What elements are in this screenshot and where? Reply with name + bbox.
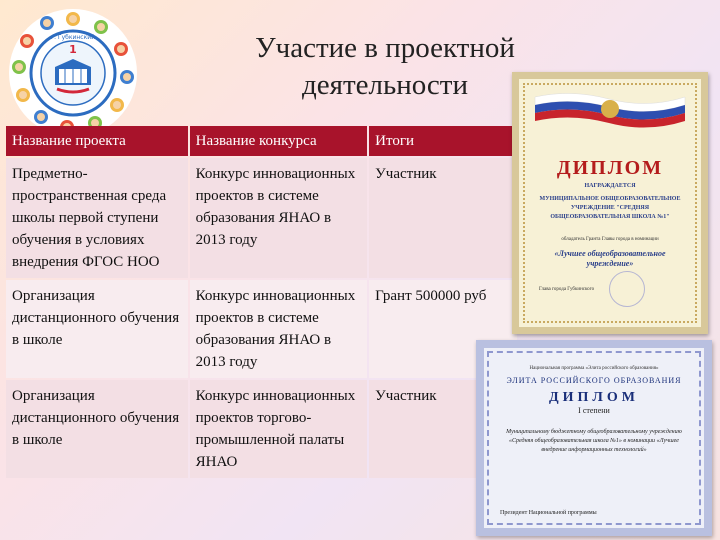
- table-header-row: [6, 126, 517, 156]
- header-result: Итоги: [369, 126, 517, 156]
- slide-title-line2: деятельности: [301, 69, 468, 101]
- cell-contest: Конкурс инновационных проектов в системе образования ЯНАО в 2013 году: [190, 158, 368, 278]
- slide-title-line1: Участие в проектной: [255, 32, 515, 64]
- diploma-elite-image: [476, 340, 712, 536]
- diploma2-top-line: Национальная программа «Элита российского образования»: [529, 366, 659, 371]
- table-row: [6, 158, 517, 278]
- diploma1-organization: МУНИЦИПАЛЬНОЕ ОБЩЕОБРАЗОВАТЕЛЬНОЕ УЧРЕЖДЕНИЕ "СРЕДНЯЯ ОБЩЕОБРАЗОВАТЕЛЬНАЯ ШКОЛА №1": [539, 196, 681, 220]
- projects-table: [4, 124, 519, 480]
- cell-contest: Конкурс инновационных проектов в системе образования ЯНАО в 2013 году: [190, 280, 368, 378]
- diploma1-nomination: «Лучшее общеобразовательное учреждение»: [554, 249, 666, 268]
- diploma2-footer: Президент Национальной программы: [500, 510, 597, 516]
- cell-project: Организация дистанционного обучения в школе: [6, 280, 188, 378]
- table-row: [6, 380, 517, 478]
- diploma1-signature: Глава города Губкинского: [539, 287, 595, 292]
- diploma1-awarded: НАГРАЖДАЕТСЯ: [584, 183, 636, 189]
- diploma2-elite: ЭЛИТА РОССИЙСКОГО ОБРАЗОВАНИЯ: [506, 376, 682, 385]
- header-project: Название проекта: [6, 126, 188, 156]
- cell-contest: Конкурс инновационных проектов торгово-промышленной палаты ЯНАО: [190, 380, 368, 478]
- cell-result: Грант 500000 руб: [369, 280, 517, 378]
- diploma-grant-image: [512, 72, 708, 334]
- header-contest: Название конкурса: [190, 126, 368, 156]
- diploma1-grant-line: обладатель Гранта Главы города в номинации: [561, 237, 659, 242]
- cell-project: Организация дистанционного обучения в школе: [6, 380, 188, 478]
- diploma2-body: Муниципальному бюджетному общеобразовательному учреждению «Средняя общеобразовательная школа №1» в номинации «Лучшее внедрение информационных технологий»: [506, 429, 682, 453]
- school-logo: [9, 9, 137, 137]
- cell-result: Участник: [369, 158, 517, 278]
- flag-ribbon-icon: [533, 89, 687, 129]
- school-logo-emblem: [9, 9, 137, 137]
- diploma2-degree: I степени: [578, 406, 610, 415]
- cell-result: Участник: [369, 380, 517, 478]
- svg-text:г. Губкинский: г. Губкинский: [50, 34, 96, 41]
- svg-text:1: 1: [69, 43, 77, 56]
- table-row: [6, 280, 517, 378]
- diploma1-heading: ДИПЛОМ: [556, 157, 664, 179]
- diploma2-heading: ДИПЛОМ: [549, 390, 639, 405]
- cell-project: Предметно-пространственная среда школы первой ступени обучения в условиях внедрения ФГОС НОО: [6, 158, 188, 278]
